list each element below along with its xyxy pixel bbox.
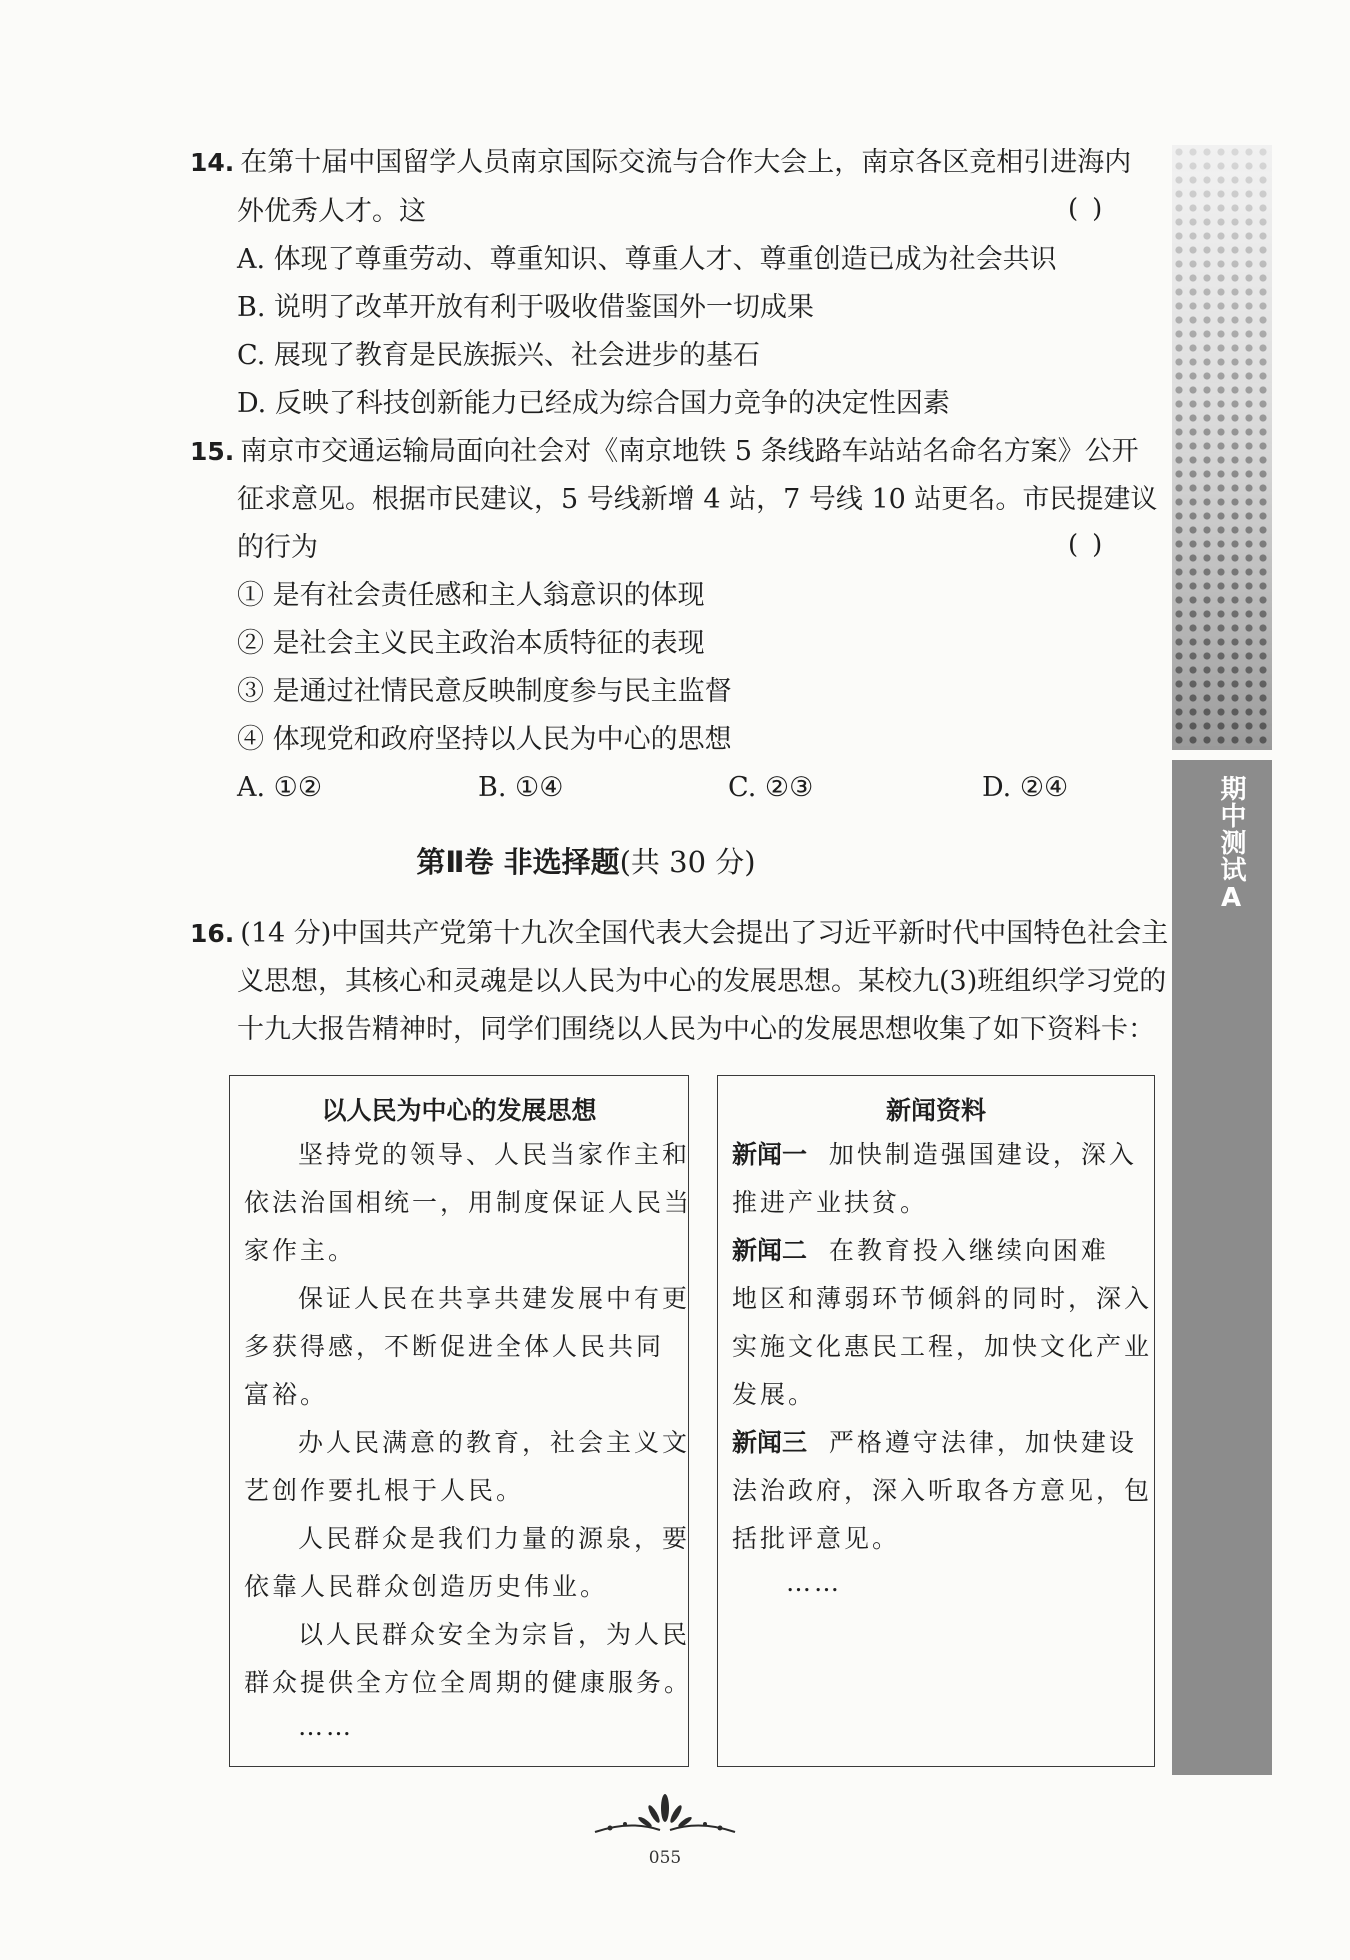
- q15-choice-a: A. ①②: [237, 772, 323, 803]
- q14-option-c: C. 展现了教育是民族振兴、社会进步的基石: [237, 340, 760, 371]
- q16-line3: 十九大报告精神时，同学们围绕以人民为中心的发展思想收集了如下资料卡：: [237, 1014, 1155, 1045]
- q16-number: 16.: [190, 919, 235, 948]
- left-card-line-9: 人民群众是我们力量的源泉，要: [298, 1524, 691, 1553]
- left-info-card: [229, 1075, 693, 1767]
- q15-line1: [190, 434, 1139, 470]
- right-card-ellipsis: ……: [786, 1568, 842, 1597]
- q14-option-b: B. 说明了改革开放有利于吸收借鉴国外一切成果: [237, 292, 815, 323]
- q14-number: 14.: [190, 148, 235, 177]
- q15-line3: 的行为: [237, 532, 318, 563]
- left-card-line-3: 家作主。: [244, 1236, 357, 1265]
- q14-text-1: 在第十届中国留学人员南京国际交流与合作大会上，南京各区竞相引进海内: [240, 147, 1132, 178]
- news-2-line-3: 实施文化惠民工程，加快文化产业: [732, 1332, 1153, 1361]
- q14-option-a: A. 体现了尊重劳动、尊重知识、尊重人才、尊重创造已成为社会共识: [237, 244, 1057, 275]
- q14-line2: 外优秀人才。这: [237, 196, 426, 227]
- q15-choice-c: C. ②③: [728, 772, 814, 803]
- q14-answer-paren: (): [1068, 194, 1117, 224]
- news-1-label: 新闻一: [732, 1140, 808, 1169]
- q15-line2: 征求意见。根据市民建议，5 号线新增 4 站，7 号线 10 站更名。市民提建议: [237, 484, 1158, 515]
- news-1-line-2: 推进产业扶贫。: [732, 1188, 929, 1217]
- halftone-pattern: [1172, 145, 1272, 750]
- section-title: [0, 842, 1172, 882]
- section-title-sub: (共 30 分): [619, 845, 756, 879]
- left-card-line-5: 多获得感，不断促进全体人民共同: [244, 1332, 665, 1361]
- news-3-label: 新闻三: [732, 1428, 808, 1457]
- side-tab-label: 期中测试A: [1216, 775, 1246, 914]
- right-news-card: [717, 1075, 1155, 1767]
- left-card-line-10: 依靠人民群众创造历史伟业。: [244, 1572, 609, 1601]
- news-2-line-1: [732, 1234, 1109, 1268]
- left-card-line-12: 群众提供全方位全周期的健康服务。: [244, 1668, 693, 1697]
- q15-statement-2: ② 是社会主义民主政治本质特征的表现: [237, 628, 705, 659]
- news-3-line-3: 括批评意见。: [732, 1524, 901, 1553]
- news-2-line-4: 发展。: [732, 1380, 817, 1409]
- q16-line2: 义思想，其核心和灵魂是以人民为中心的发展思想。某校九(3)班组织学习党的: [237, 966, 1167, 997]
- news-1-text-1: 加快制造强国建设，深入: [828, 1140, 1137, 1169]
- right-card-title: 新闻资料: [885, 1096, 986, 1125]
- q15-text-1: 南京市交通运输局面向社会对《南京地铁 5 条线路车站站名命名方案》公开: [240, 436, 1139, 467]
- left-card-line-6: 富裕。: [244, 1380, 329, 1409]
- page-number: 055: [648, 1848, 682, 1868]
- news-1-line-1: [732, 1138, 1137, 1172]
- q15-number: 15.: [190, 437, 235, 466]
- q15-choice-d: D. ②④: [982, 772, 1069, 803]
- left-card-line-1: 坚持党的领导、人民当家作主和: [298, 1140, 691, 1169]
- news-3-text-1: 严格遵守法律，加快建设: [828, 1428, 1137, 1457]
- left-card-line-11: 以人民群众安全为宗旨，为人民: [298, 1620, 691, 1649]
- news-2-line-2: 地区和薄弱环节倾斜的同时，深入: [732, 1284, 1153, 1313]
- q14-line1: [190, 145, 1131, 181]
- q15-statement-1: ① 是有社会责任感和主人翁意识的体现: [237, 580, 705, 611]
- q16-text-1: (14 分)中国共产党第十九次全国代表大会提出了习近平新时代中国特色社会主: [240, 918, 1169, 949]
- news-3-line-1: [732, 1426, 1137, 1460]
- left-card-title: 以人民为中心的发展思想: [321, 1096, 597, 1125]
- q15-choice-b: B. ①④: [478, 772, 564, 803]
- q15-statement-4: ④ 体现党和政府坚持以人民为中心的思想: [237, 724, 732, 755]
- q15-statement-3: ③ 是通过社情民意反映制度参与民主监督: [237, 676, 732, 707]
- left-card-line-8: 艺创作要扎根于人民。: [244, 1476, 525, 1505]
- q14-option-d: D. 反映了科技创新能力已经成为综合国力竞争的决定性因素: [237, 388, 950, 419]
- left-card-line-2: 依法治国相统一，用制度保证人民当: [244, 1188, 693, 1217]
- section-title-main: 第Ⅱ卷 非选择题: [416, 845, 620, 879]
- left-card-line-7: 办人民满意的教育，社会主义文: [298, 1428, 691, 1457]
- news-2-label: 新闻二: [732, 1236, 808, 1265]
- left-card-line-4: 保证人民在共享共建发展中有更: [298, 1284, 691, 1313]
- news-3-line-2: 法治政府，深入听取各方意见，包: [732, 1476, 1153, 1505]
- q15-answer-paren: (): [1068, 530, 1117, 560]
- news-2-text-1: 在教育投入继续向困难: [828, 1236, 1109, 1265]
- flourish-ornament-icon: [590, 1792, 740, 1842]
- left-card-ellipsis: ……: [298, 1712, 354, 1741]
- q16-line1: [190, 916, 1168, 952]
